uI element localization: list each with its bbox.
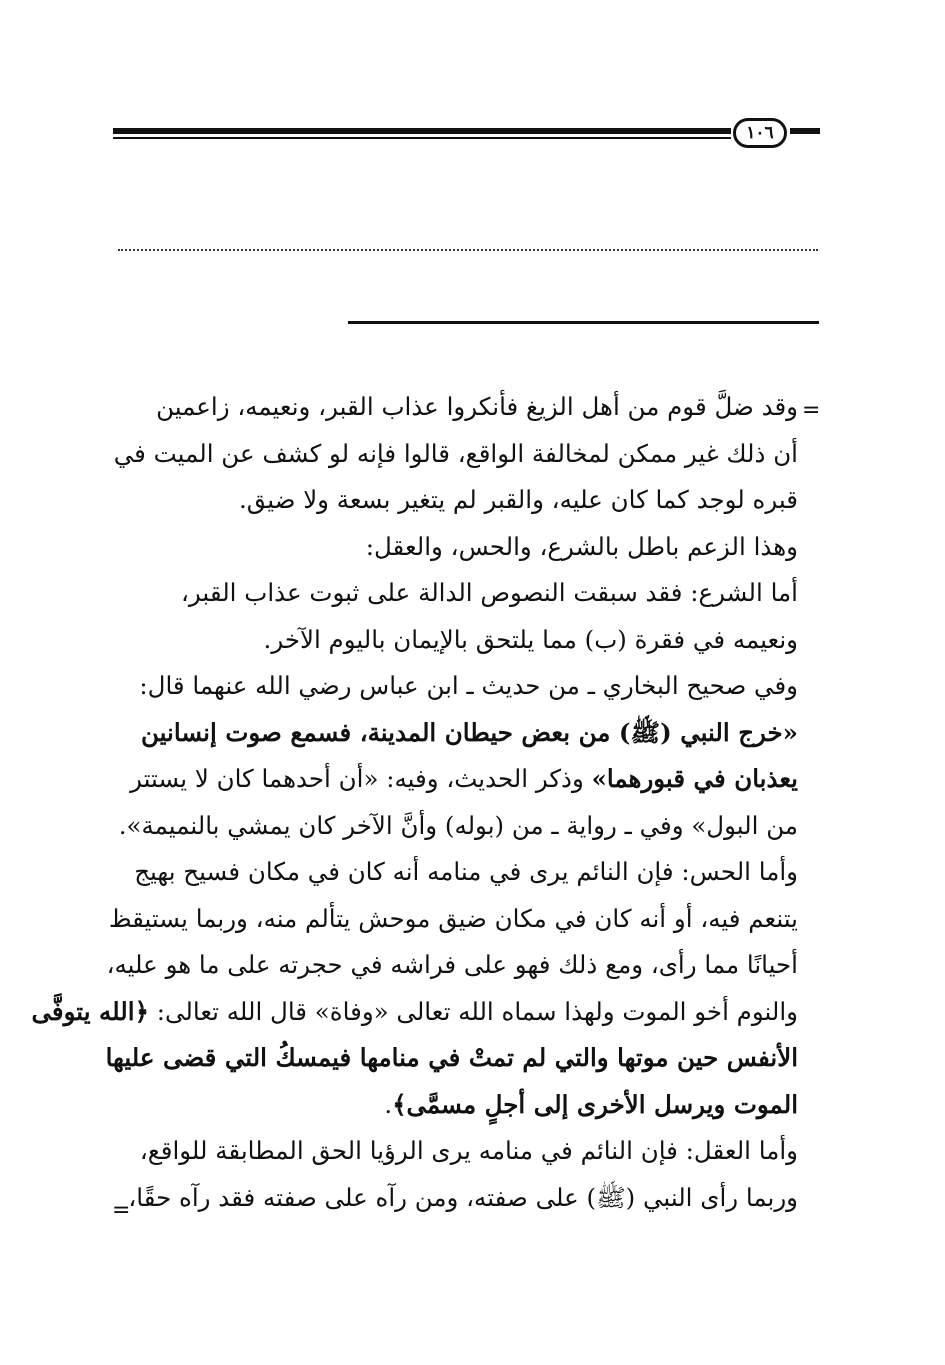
text-segment: وذكر الحديث، وفيه: «أن أحدهما كان لا يستتر [130, 764, 592, 793]
text-line [31, 989, 798, 1036]
text-line [113, 431, 798, 478]
text-line [120, 849, 798, 896]
text-line [120, 1128, 798, 1175]
text-segment: . [384, 1089, 393, 1119]
text-segment: وهذا الزعم باطل بالشرع، والحس، والعقل: [365, 531, 798, 561]
text-segment: أحيانًا مما رأى، ومع ذلك فهو على فراشه في حجرته على ما هو عليه، [106, 950, 798, 979]
text-segment: أما الشرع: فقد سبقت النصوص الدالة على ثبوت عذاب القبر، [181, 578, 798, 607]
continuation-mark-bottom: = [112, 1198, 131, 1223]
bold-text-segment: الأنفس حين موتها والتي لم تمتْ في منامها فيمسكُ التي قضى عليها [105, 1043, 798, 1072]
text-segment: وأما الحس: فإن النائم يرى في منامه أنه كان في مكان فسيح بهيج [134, 857, 798, 886]
text-segment: وفي صحيح البخاري ـ من حديث ـ ابن عباس رضي الله عنهما قال: [139, 671, 798, 700]
text-line [120, 663, 798, 710]
continuation-mark-top: = [802, 398, 821, 423]
text-line [120, 803, 798, 850]
text-line [120, 756, 798, 803]
text-line [120, 1082, 798, 1129]
text-segment: وقد ضلَّ قوم من أهل الزيغ فأنكروا عذاب القبر، ونعيمه، زاعمين [156, 392, 798, 421]
text-line [120, 1175, 798, 1222]
text-segment: من البول» وفي ـ رواية ـ من (بوله) وأنَّ الآخر كان يمشي بالنميمة». [118, 810, 798, 840]
text-line [120, 617, 798, 664]
text-line [120, 710, 798, 757]
bold-text-segment: الموت ويرسل الأخرى إلى أجلٍ مسمَّى﴾ [392, 1089, 798, 1119]
text-line [120, 524, 798, 571]
dotted-separator [118, 249, 818, 251]
text-line [120, 477, 798, 524]
text-line [120, 384, 798, 431]
text-segment: وأما العقل: فإن النائم في منامه يرى الرؤيا الحق المطابقة للواقع، [139, 1136, 798, 1165]
text-segment: ونعيمه في فقرة (ب) مما يلتحق بالإيمان باليوم الآخر. [263, 624, 798, 654]
text-line [106, 942, 798, 989]
text-segment: أن ذلك غير ممكن لمخالفة الواقع، قالوا فإنه لو كشف عن الميت في [113, 438, 798, 468]
text-segment: والنوم أخو الموت ولهذا سماه الله تعالى «وفاة» قال الله تعالى: [148, 996, 798, 1026]
text-line [108, 896, 798, 943]
body-text [31, 384, 798, 1221]
text-segment: قبره لوجد كما كان عليه، والقبر لم يتغير بسعة ولا ضيق. [238, 485, 798, 514]
header-rule-end [790, 128, 820, 134]
header-rule-main [113, 128, 731, 134]
bold-text-segment: يعذبان في قبورهما» [591, 764, 798, 793]
text-line [120, 570, 798, 617]
bold-text-segment: «خرج النبي (ﷺ) من بعض حيطان المدينة، فسمع صوت إنسانين [141, 717, 798, 747]
page-number-badge [733, 118, 787, 148]
text-segment: يتنعم فيه، أو أنه كان في مكان ضيق موحش يتألم منه، وربما يستيقظ [108, 903, 798, 933]
text-line [105, 1035, 798, 1082]
text-segment: وربما رأى النبي (ﷺ) على صفته، ومن رآه على صفته فقد رآه حقًا، [128, 1182, 798, 1212]
page-number: ١٠٦ [746, 123, 774, 143]
footnote-rule [348, 321, 819, 324]
bold-text-segment: ﴿الله يتوفَّى [31, 996, 149, 1026]
